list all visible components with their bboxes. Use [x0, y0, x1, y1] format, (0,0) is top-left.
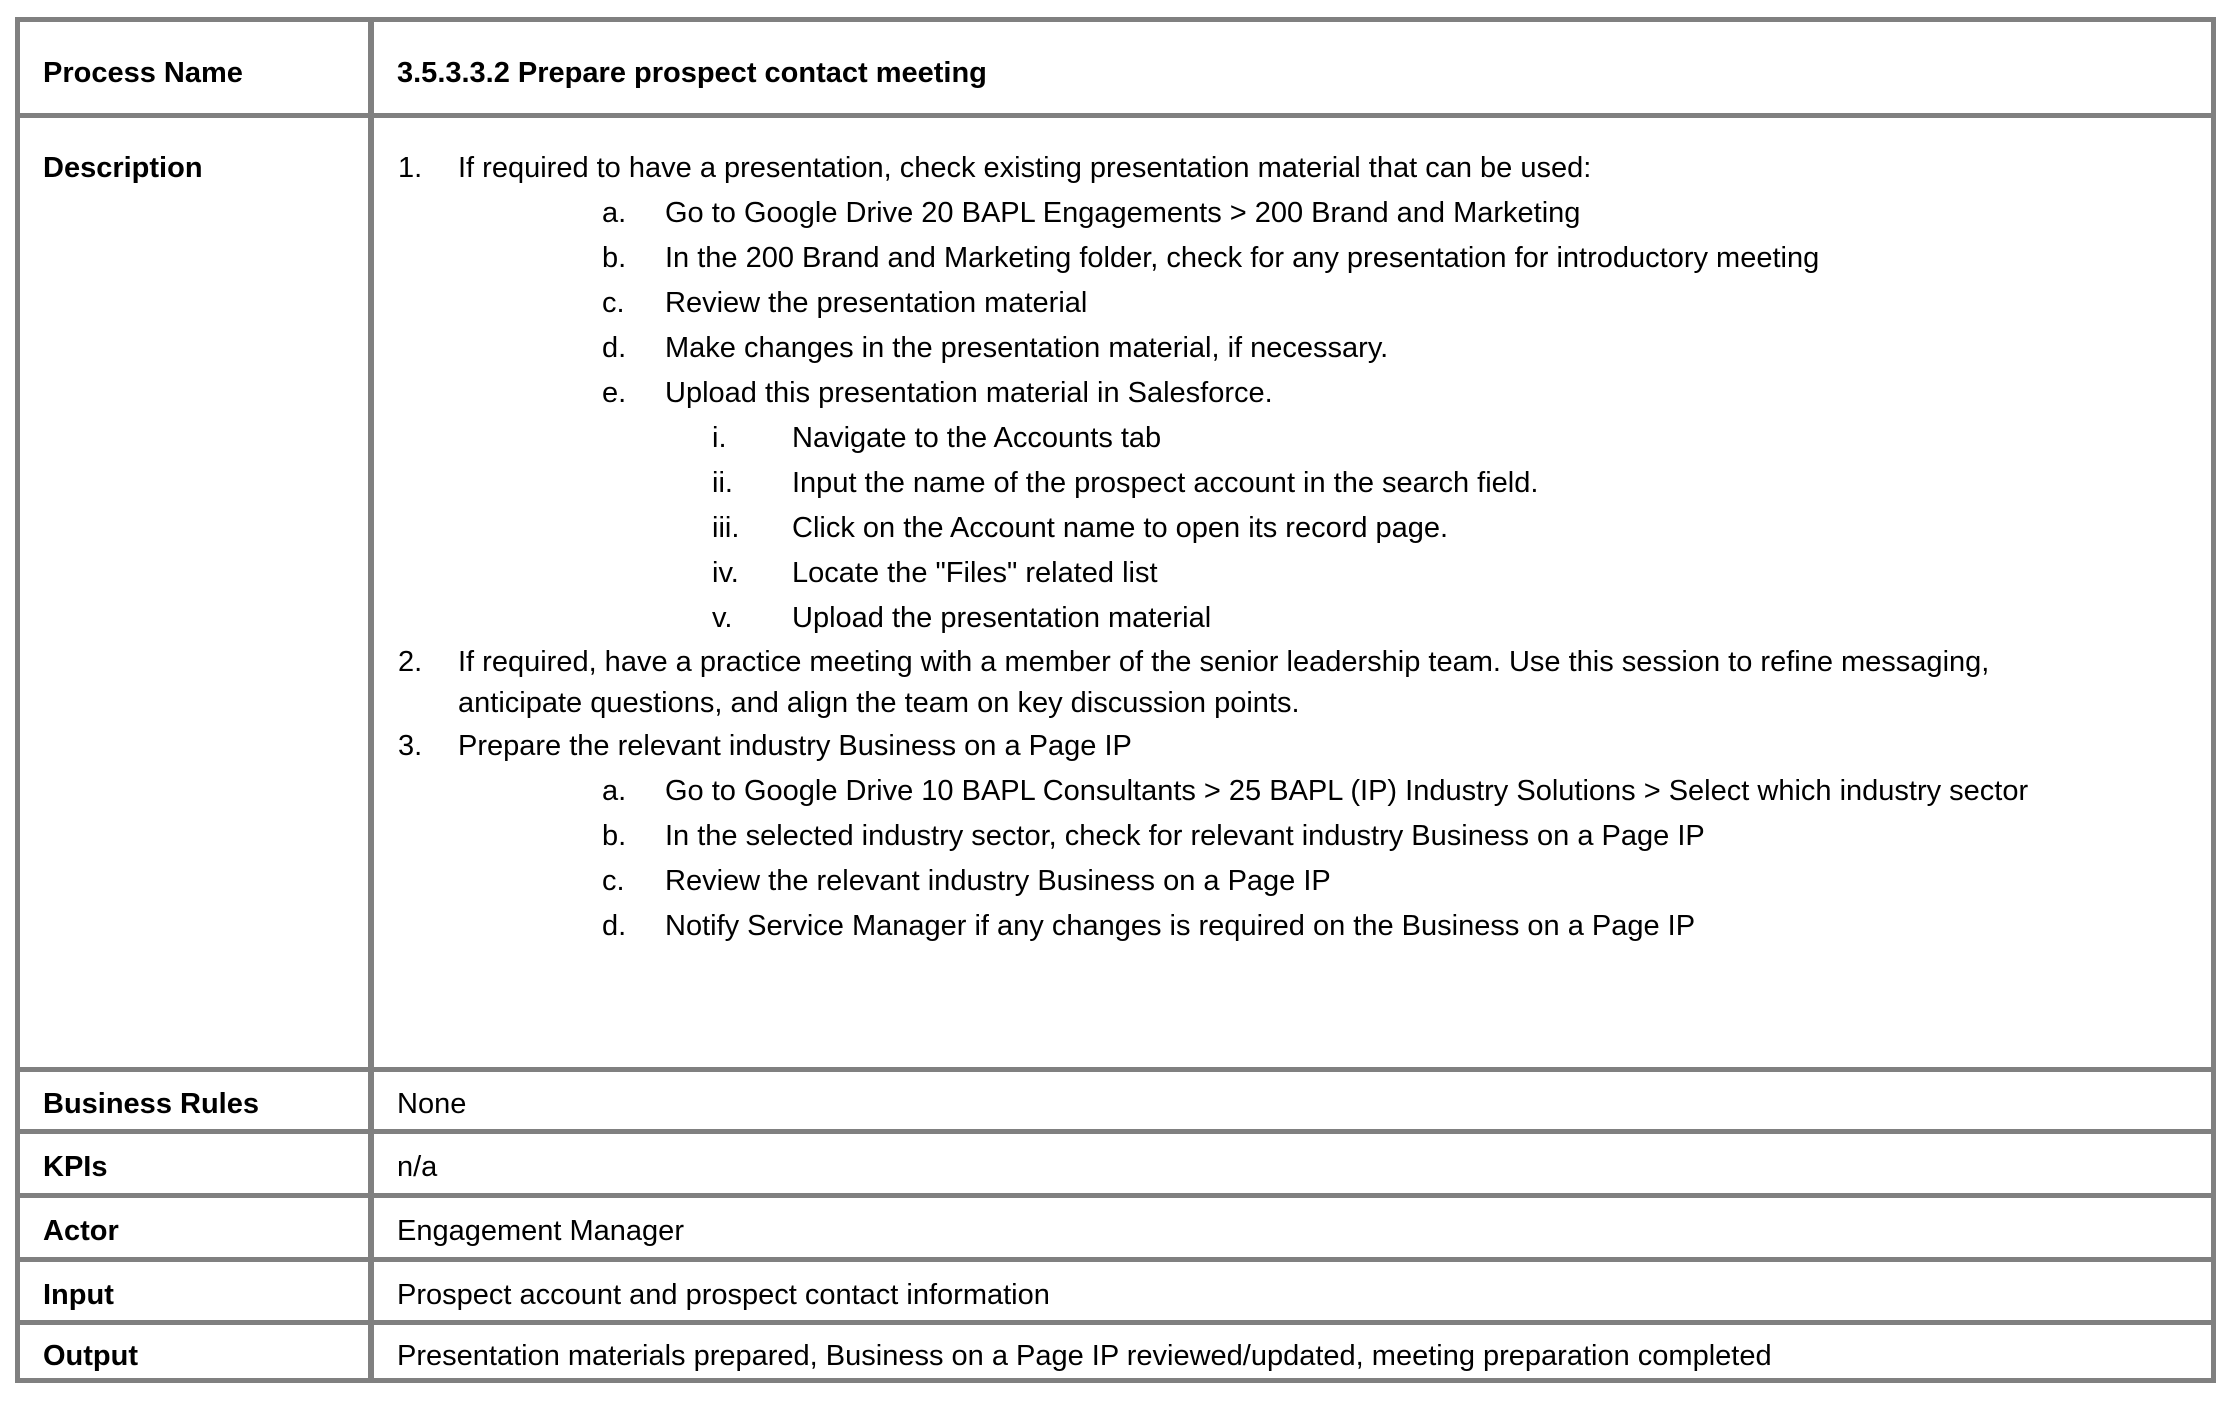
step-1c-text: Review the presentation material: [665, 287, 1088, 319]
kpis-label: KPIs: [43, 1151, 108, 1183]
row-input: [20, 1262, 2211, 1325]
step-3d-marker: d.: [602, 910, 627, 942]
step-3a-marker: a.: [602, 775, 627, 807]
step-3c-text: Review the relevant industry Business on a Page IP: [665, 865, 1331, 897]
step-1e-iv-text: Locate the "Files" related list: [792, 557, 1158, 589]
step-1e-i-text: Navigate to the Accounts tab: [792, 422, 1162, 454]
business-rules-value: None: [397, 1088, 467, 1120]
step-3c-marker: c.: [602, 865, 625, 897]
row-business-rules: [20, 1072, 2211, 1134]
step-1d-marker: d.: [602, 332, 627, 364]
process-name-label: Process Name: [43, 57, 243, 89]
step-1e-i-marker: i.: [712, 422, 727, 454]
row-description: [20, 118, 2211, 1072]
step-1e-ii-text: Input the name of the prospect account in the search field.: [792, 467, 1539, 499]
step-3b-marker: b.: [602, 820, 627, 852]
input-value: Prospect account and prospect contact information: [397, 1279, 1050, 1311]
step-1a-text: Go to Google Drive 20 BAPL Engagements > 200 Brand and Marketing: [665, 197, 1581, 229]
step-1e-iii-text: Click on the Account name to open its record page.: [792, 512, 1449, 544]
kpis-value: n/a: [397, 1151, 438, 1183]
step-3-text: Prepare the relevant industry Business on a Page IP: [458, 730, 1132, 762]
step-1-text: If required to have a presentation, check existing presentation material that can be used:: [458, 152, 1592, 184]
step-3a-text: Go to Google Drive 10 BAPL Consultants > 25 BAPL (IP) Industry Solutions > Select which industry sector: [665, 775, 2029, 807]
output-label: Output: [43, 1340, 139, 1372]
step-1a-marker: a.: [602, 197, 627, 229]
step-1e-marker: e.: [602, 377, 627, 409]
step-2-marker: 2.: [398, 646, 423, 678]
actor-value: Engagement Manager: [397, 1215, 684, 1247]
step-1e-v-marker: v.: [712, 602, 733, 634]
step-3b-text: In the selected industry sector, check for relevant industry Business on a Page IP: [665, 820, 1705, 852]
process-name-value: 3.5.3.3.2 Prepare prospect contact meeting: [397, 57, 987, 89]
step-1e-text: Upload this presentation material in Salesforce.: [665, 377, 1273, 409]
row-kpis: [20, 1134, 2211, 1198]
step-1e-ii-marker: ii.: [712, 467, 733, 499]
step-2-text-line1: If required, have a practice meeting with a member of the senior leadership team. Use this session to refine messaging,: [458, 646, 1990, 678]
step-1e-iii-marker: iii.: [712, 512, 740, 544]
description-label: Description: [43, 152, 203, 184]
step-1d-text: Make changes in the presentation material, if necessary.: [665, 332, 1389, 364]
step-1e-v-text: Upload the presentation material: [792, 602, 1212, 634]
step-1c-marker: c.: [602, 287, 625, 319]
row-output: [20, 1325, 2211, 1383]
output-value: Presentation materials prepared, Business on a Page IP reviewed/updated, meeting preparation completed: [397, 1340, 1772, 1372]
step-2-text-line2: anticipate questions, and align the team on key discussion points.: [458, 687, 1300, 719]
step-1-marker: 1.: [398, 152, 423, 184]
step-1e-iv-marker: iv.: [712, 557, 739, 589]
step-1b-text: In the 200 Brand and Marketing folder, check for any presentation for introductory meeting: [665, 242, 1820, 274]
step-3-marker: 3.: [398, 730, 423, 762]
row-process-name: [20, 22, 2211, 118]
business-rules-label: Business Rules: [43, 1088, 259, 1120]
step-1b-marker: b.: [602, 242, 627, 274]
row-actor: [20, 1198, 2211, 1262]
actor-label: Actor: [43, 1215, 119, 1247]
step-3d-text: Notify Service Manager if any changes is required on the Business on a Page IP: [665, 910, 1696, 942]
input-label: Input: [43, 1279, 114, 1311]
process-table: [15, 17, 2216, 1383]
